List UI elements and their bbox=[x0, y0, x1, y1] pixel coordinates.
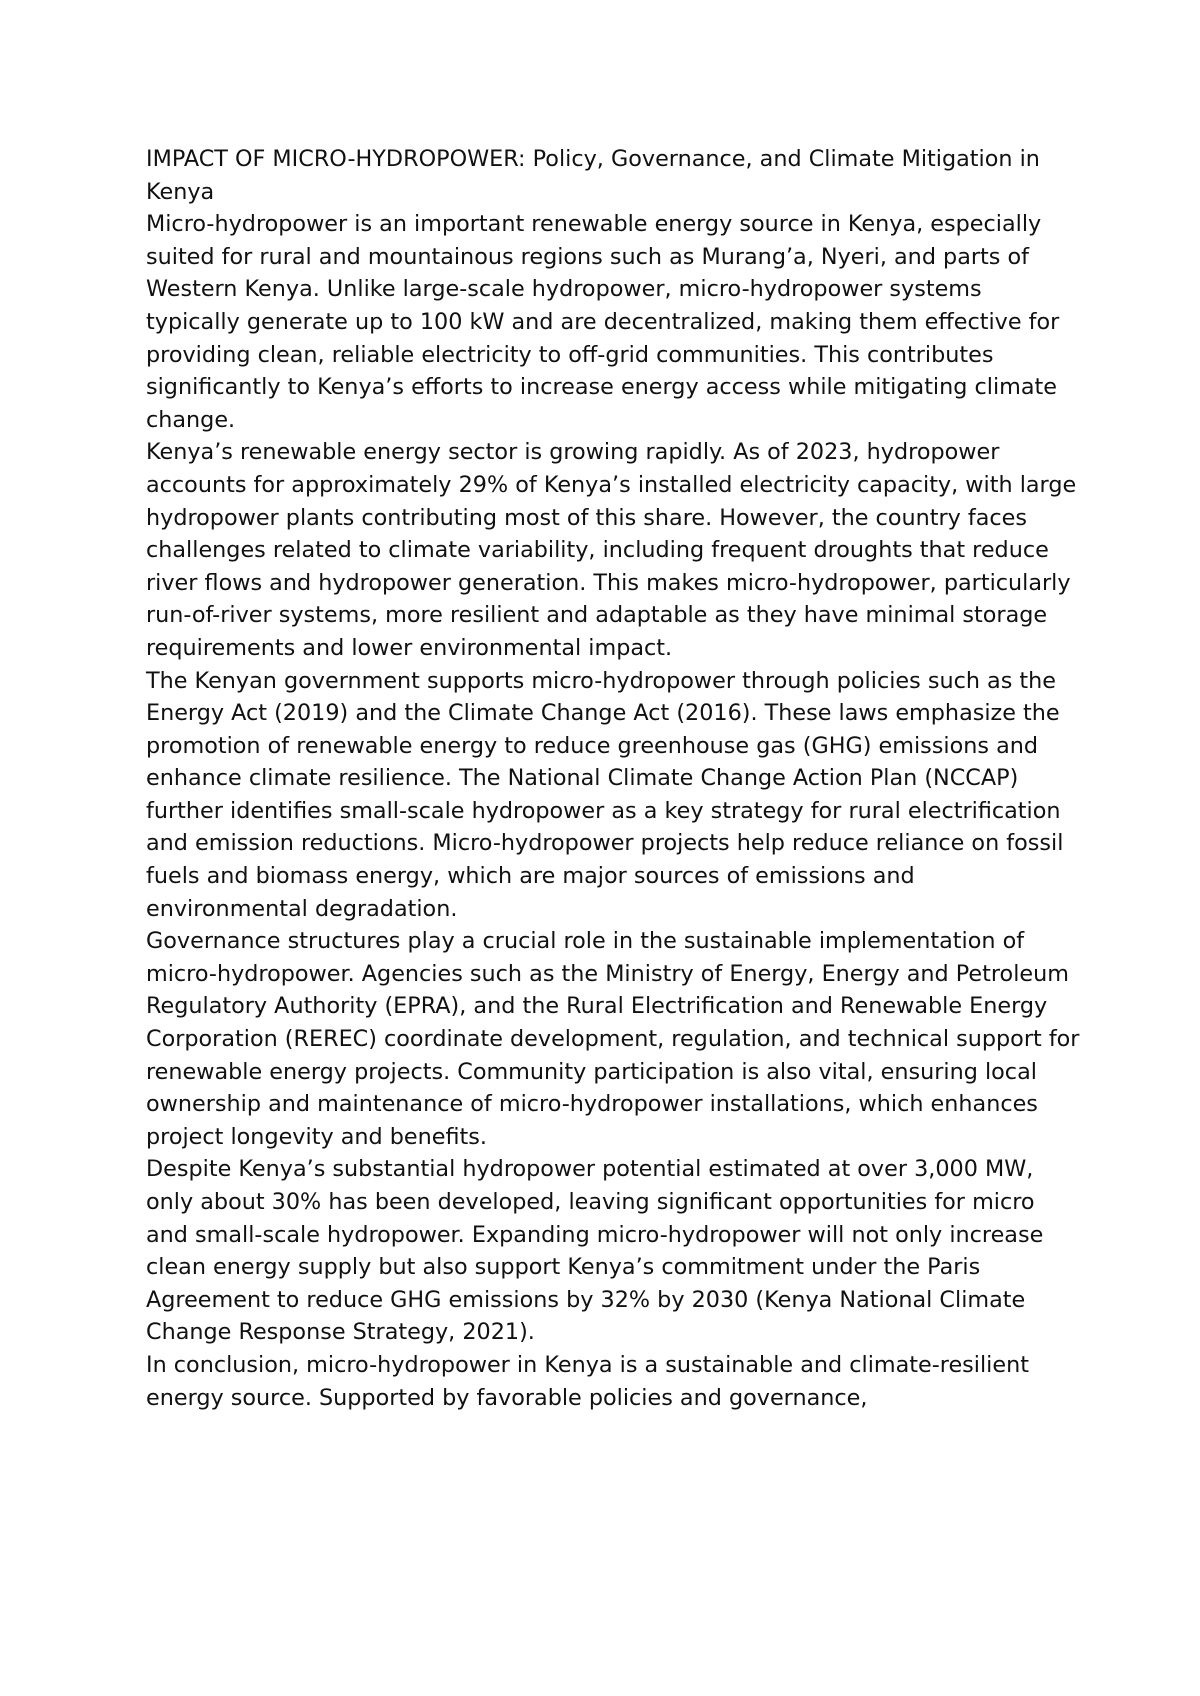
paragraph-governance: Governance structures play a crucial role in the sustainable implementation of micro-hydropower. Agencies such as the Ministry of Energy, Energy and Petroleum Regulatory Authority (EPRA), and the Rural Electrification and Renewable Energy Corporation (REREC) coordinate development, regulation, and technical support for renewable energy projects. Community participation is also vital, ensuring local ownership and maintenance of micro-hydropower installations, which enhances project longevity and benefits. bbox=[146, 928, 1080, 1150]
paragraph-potential: Despite Kenya’s substantial hydropower potential estimated at over 3,000 MW, only about 30% has been developed, leaving significant opportunities for micro and small-scale hydropower. Expanding micro-hydropower will not only increase clean energy supply but also support Kenya’s commitment under the Paris Agreement to reduce GHG emissions by 32% by 2030 (Kenya National Climate Change Response Strategy, 2021). bbox=[146, 1156, 1044, 1346]
document-title: IMPACT OF MICRO-HYDROPOWER: Policy, Governance, and Climate Mitigation in Kenya bbox=[146, 146, 1040, 205]
document-body bbox=[146, 143, 1081, 1414]
paragraph-intro: Micro-hydropower is an important renewable energy source in Kenya, especially suited for rural and mountainous regions such as Murang’a, Nyeri, and parts of Western Kenya. Unlike large-scale hydropower, micro-hydropower systems typically generate up to 100 kW and are decentralized, making them effective for providing clean, reliable electricity to off-grid communities. This contributes significantly to Kenya’s efforts to increase energy access while mitigating climate change. bbox=[146, 211, 1060, 433]
paragraph-policy: The Kenyan government supports micro-hydropower through policies such as the Energy Act (2019) and the Climate Change Act (2016). These laws emphasize the promotion of renewable energy to reduce greenhouse gas (GHG) emissions and enhance climate resilience. The National Climate Change Action Plan (NCCAP) further identifies small-scale hydropower as a key strategy for rural electrification and emission reductions. Micro-hydropower projects help reduce reliance on fossil fuels and biomass energy, which are major sources of emissions and environmental degradation. bbox=[146, 667, 1064, 922]
paragraph-conclusion: In conclusion, micro-hydropower in Kenya is a sustainable and climate-resilient energy source. Supported by favorable policies and governance, bbox=[146, 1351, 1029, 1411]
paragraph-energy-sector: Kenya’s renewable energy sector is growing rapidly. As of 2023, hydropower accounts for approximately 29% of Kenya’s installed electricity capacity, with large hydropower plants contributing most of this share. However, the country faces challenges related to climate variability, including frequent droughts that reduce river flows and hydropower generation. This makes micro-hydropower, particularly run-of-river systems, more resilient and adaptable as they have minimal storage requirements and lower environmental impact. bbox=[146, 439, 1077, 661]
